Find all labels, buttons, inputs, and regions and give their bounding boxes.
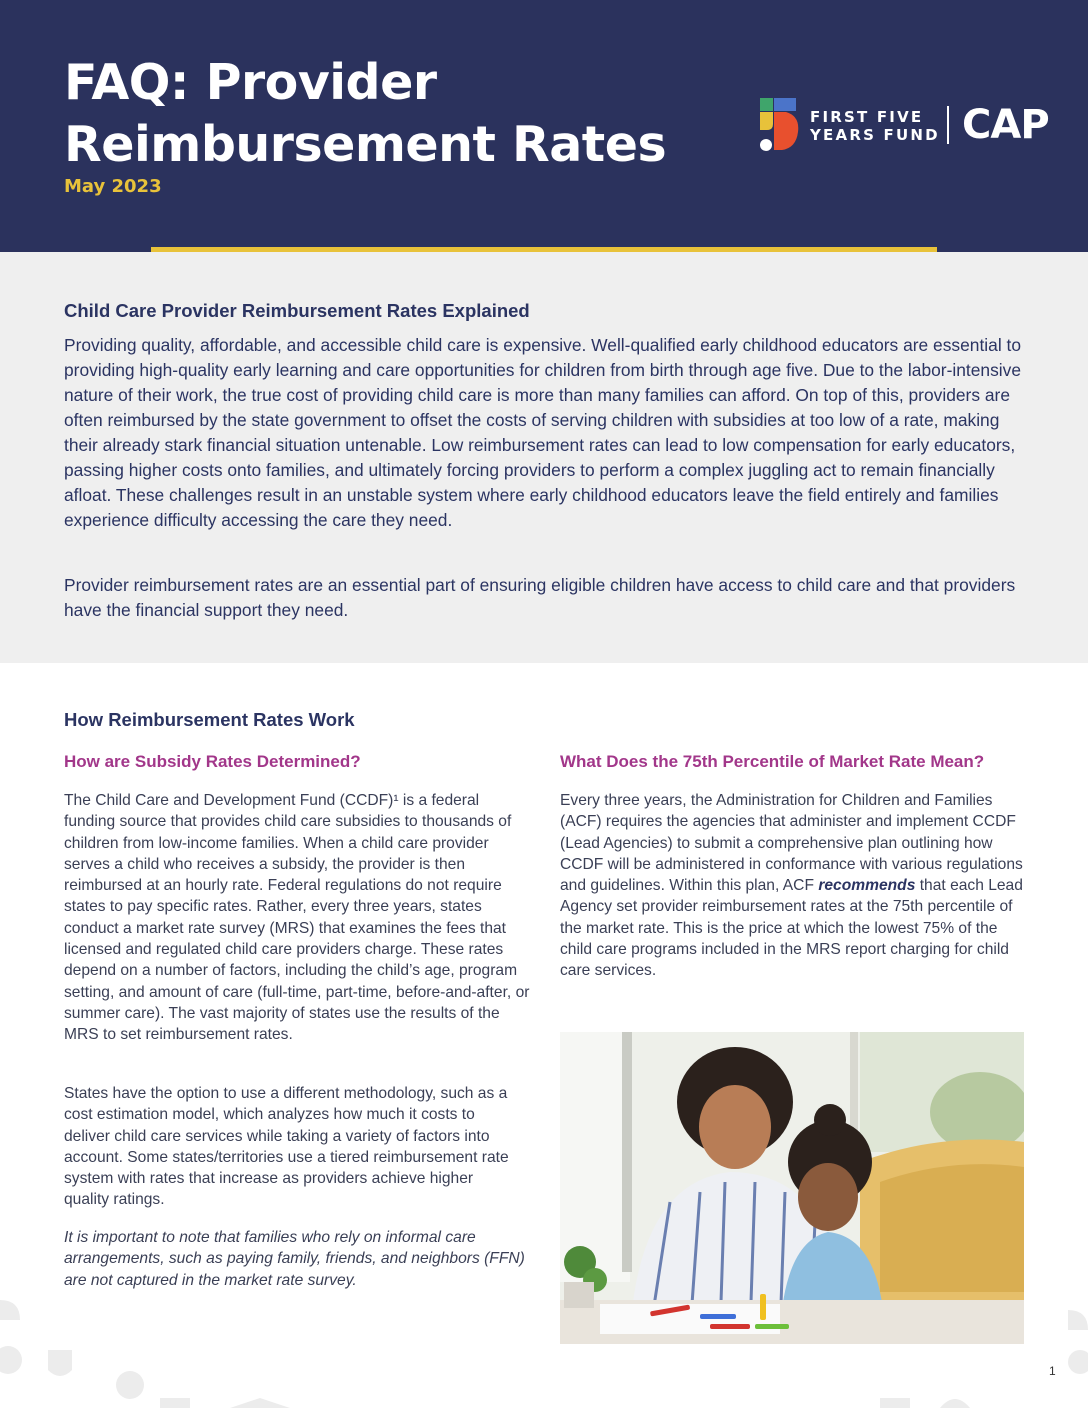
first-five-years-fund-wordmark <box>810 108 940 144</box>
intro-paragraph-2: Provider reimbursement rates are an essential part of ensuring eligible children have access to child care and that providers have the financial support they need. <box>64 575 1016 620</box>
cap-wordmark: CAP <box>962 102 1049 148</box>
title-line-2: Reimbursement Rates <box>64 116 667 173</box>
logo-divider <box>947 106 949 144</box>
left-paragraph-2: States have the option to use a different methodology, such as a cost estimation model, which analyzes how much it costs to deliver child care services while taking a variety of factors into account. Some states/territories use a tiered reimbursement rate system with rates that increase as providers achieve higher quality ratings. <box>64 1085 509 1209</box>
right-paragraph-text-b: that each Lead Agency set provider reimbursement rates at the 75th percentile of the market rate. This is the price at which the lowest 75% of the child care programs included in the MRS report charging for child care services. <box>560 877 1023 980</box>
decorative-footer-shapes <box>0 1290 1088 1408</box>
left-paragraph-1: The Child Care and Development Fund (CCDF)¹ is a federal funding source that provides child care subsidies to thousands of children from low-income families. When a child care provider serves a child who receives a subsidy, the provider is then reimbursed at an hourly rate. Federal regulations do not require states to pay specific rates. Rather, every three years, states conduct a market rate survey (MRS) that examines the fees that licensed and regulated child care providers charge. These rates depend on a number of factors, including the child’s age, program setting, and amount of care (full-time, part-time, before-and-after, or summer care). The vast majority of states use the results of the MRS to set reimbursement rates. <box>64 792 530 1044</box>
partner-logos <box>760 98 1049 156</box>
page-title <box>64 52 704 176</box>
title-line-1: FAQ: Provider <box>64 54 437 111</box>
recommends-emphasis: recommends <box>818 877 916 895</box>
intro-heading: Child Care Provider Reimbursement Rates Explained <box>64 300 530 321</box>
left-paragraph-3-italic-note: It is important to note that families who rely on informal care arrangements, such as paying family, friends, and neighbors (FFN) are not captured in the market rate survey. <box>64 1229 525 1289</box>
right-paragraph-1 <box>560 790 1024 982</box>
right-paragraph-text-a: Every three years, the Administration for Children and Families (ACF) requires the agencies that administer and implement CCDF (Lead Agencies) to submit a comprehensive plan outlining how CCDF will be administered in conformance with various regulations and guidelines. Within this plan, ACF <box>560 792 1023 895</box>
publication-date: May 2023 <box>64 176 162 197</box>
left-column-heading: How are Subsidy Rates Determined? <box>64 752 361 771</box>
intro-paragraph-1: Providing quality, affordable, and accessible child care is expensive. Well-qualified early childhood educators are essential to providing high-quality early learning and care opportunities for children from birth through age five. Due to the labor-intensive nature of their work, the true cost of providing child care is more than many families can afford. On top of this, providers are often reimbursed by the state government to offset the costs of serving children with subsidies at too low of a rate, making their already stark financial situation untenable. Low reimbursement rates can lead to low compensation for early educators, passing higher costs onto families, and ultimately forcing providers to perform a complex juggling act to remain financially afloat. These challenges result in an unstable system where early childhood educators leave the field entirely and families experience difficulty accessing the care they need. <box>64 335 1022 530</box>
logo-line-1: FIRST FIVE <box>810 108 924 126</box>
right-column-heading: What Does the 75th Percentile of Market Rate Mean? <box>560 752 985 771</box>
first-five-logo-icon <box>760 98 800 154</box>
section-heading: How Reimbursement Rates Work <box>64 709 355 730</box>
page-number: 1 <box>1049 1364 1056 1378</box>
logo-line-2: YEARS FUND <box>810 126 940 144</box>
